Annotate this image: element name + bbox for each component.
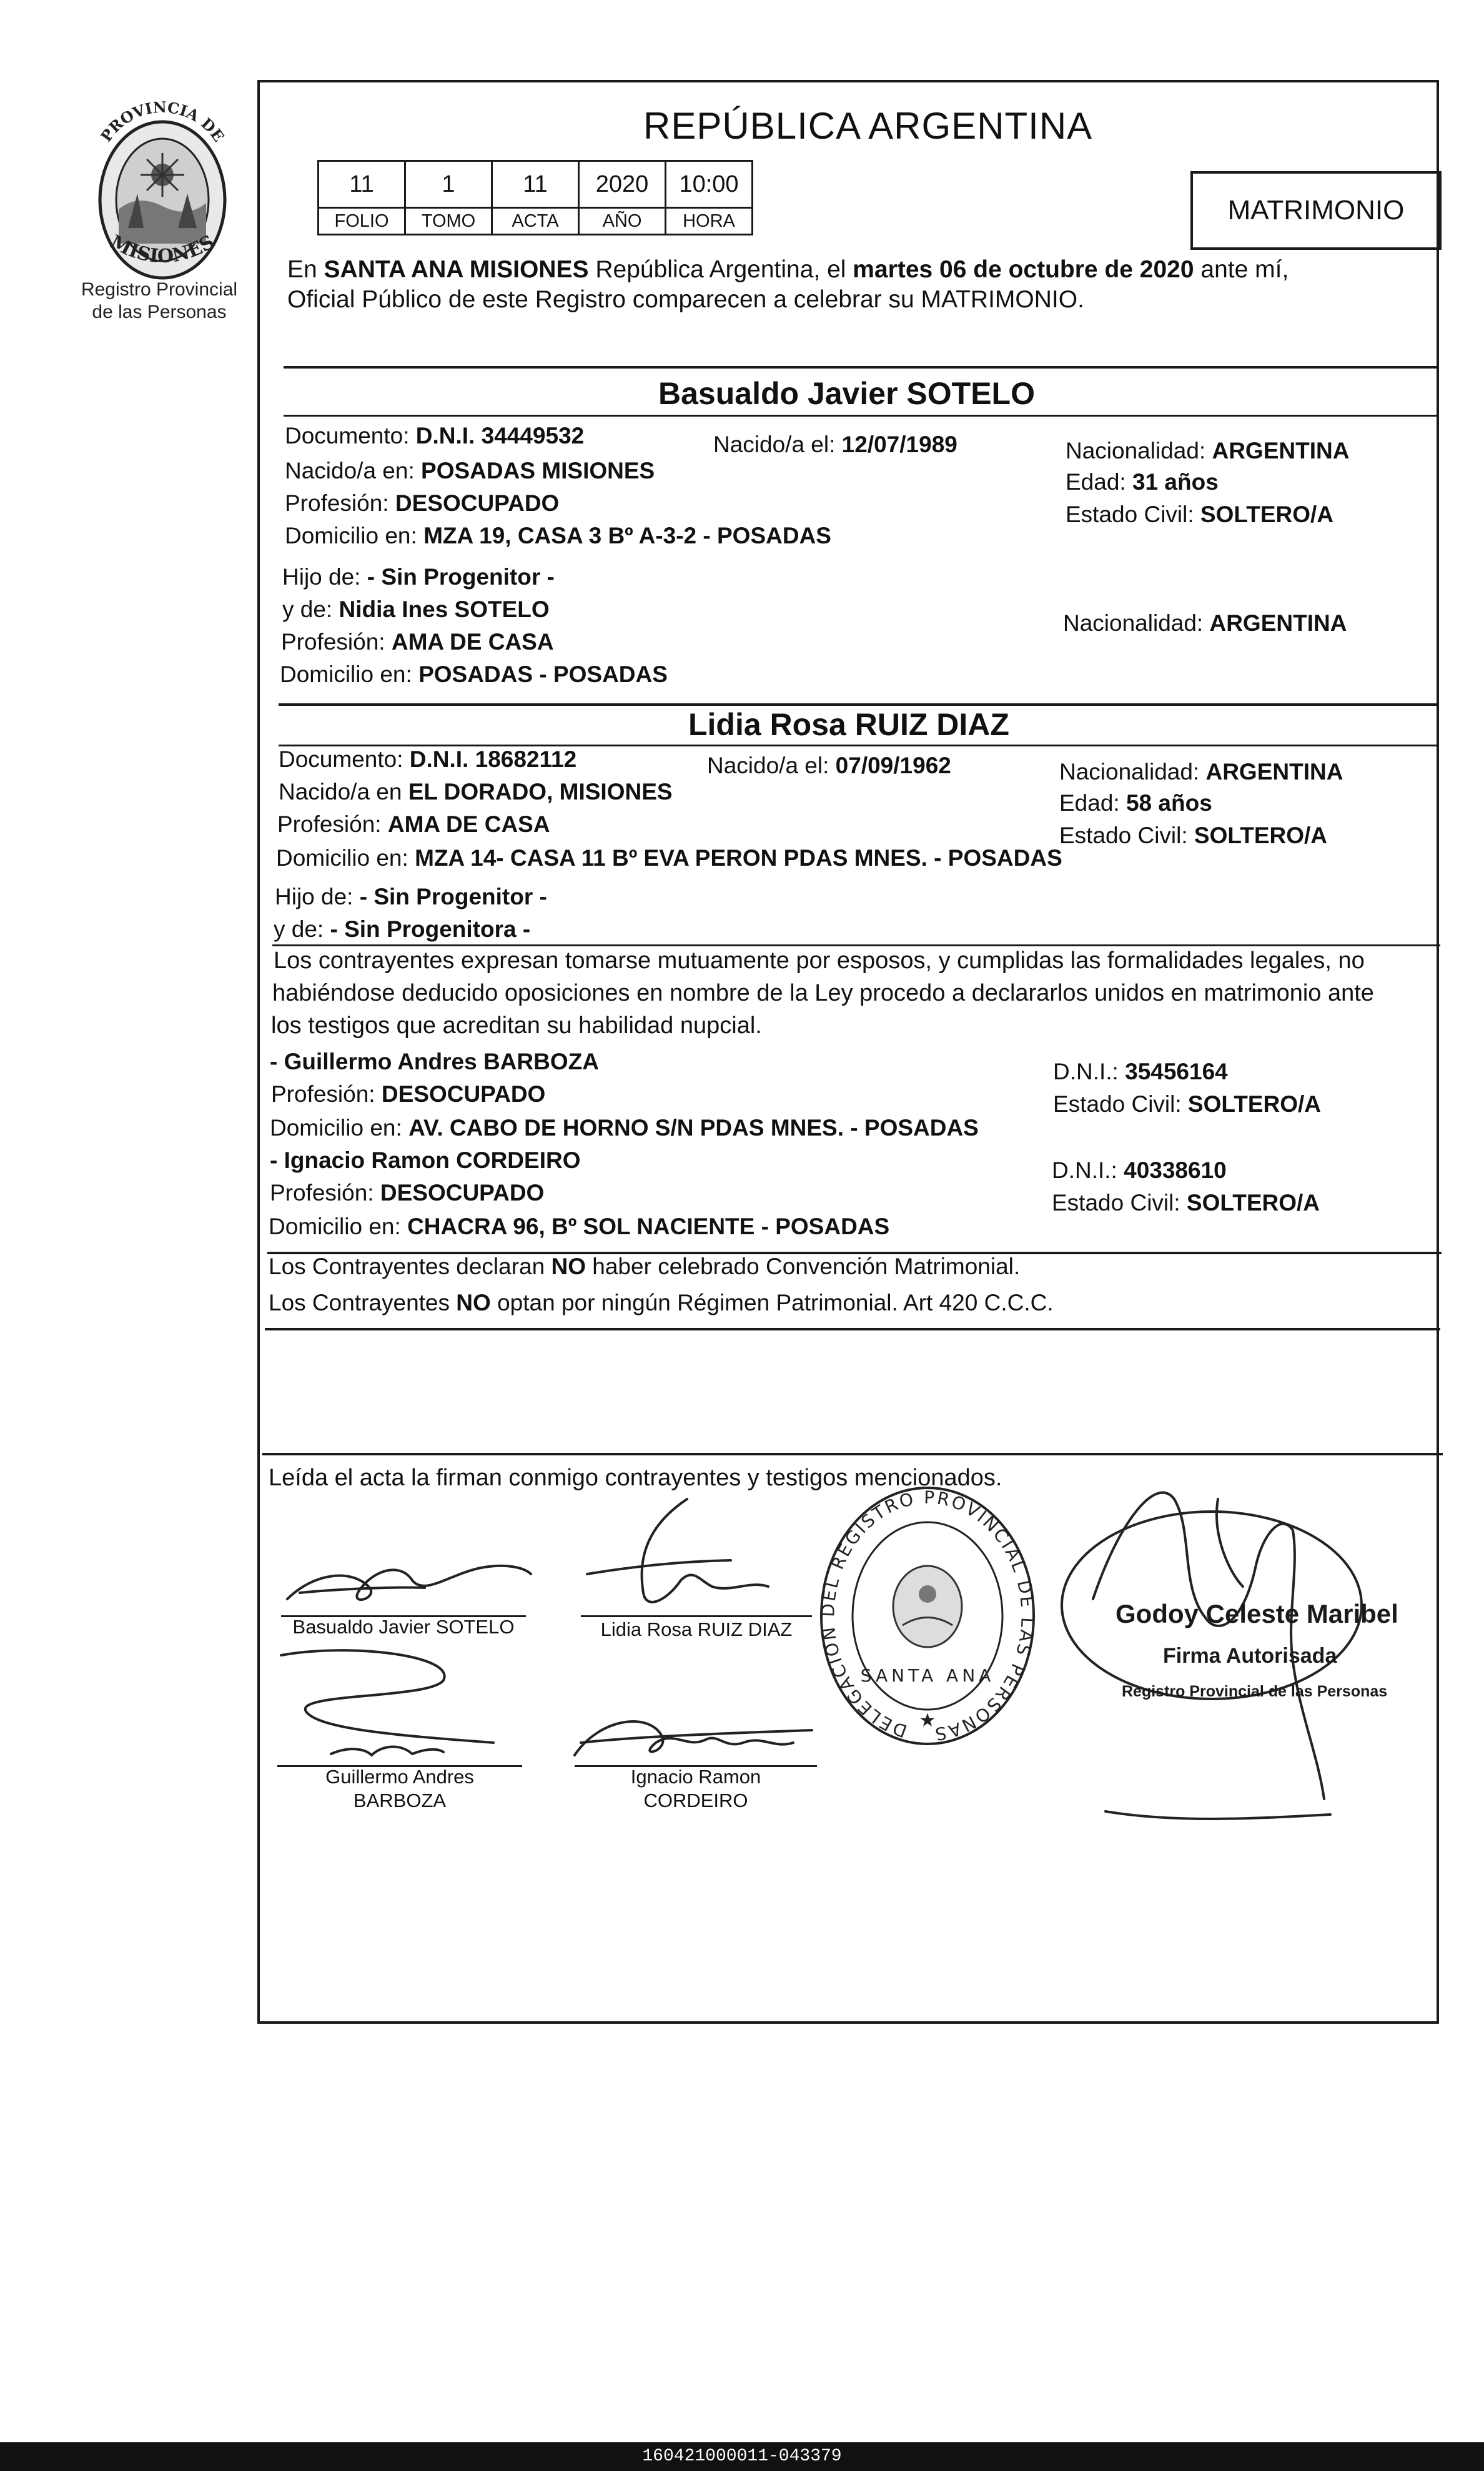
witness2-profession: Profesión: DESOCUPADO — [270, 1180, 545, 1206]
witness1-dni: D.N.I.: 35456164 — [1053, 1059, 1228, 1084]
spouse1-profession: Profesión: DESOCUPADO — [285, 490, 560, 516]
crest-label: Registro Provincial de las Personas — [81, 279, 238, 322]
witness1-signature — [256, 1643, 543, 1768]
spouse1-signature — [275, 1549, 537, 1618]
svg-text:PROVINCIA DE: PROVINCIA DE — [97, 100, 228, 146]
declaration-line-1: Los contrayentes expresan tomarse mutuamente por esposos, y cumplidas las formalidades legales, no — [274, 948, 1365, 974]
spouse2-profession: Profesión: AMA DE CASA — [277, 811, 550, 837]
year-label: AÑO — [579, 208, 666, 235]
time-value: 10:00 — [666, 161, 753, 208]
tomo-label: TOMO — [405, 208, 492, 235]
spouse1-birth-date: Nacido/a el: 12/07/1989 — [713, 432, 957, 457]
spouse2-birth-place: Nacido/a en EL DORADO, MISIONES — [279, 779, 673, 805]
spouse1-parent-nationality: Nacionalidad: ARGENTINA — [1063, 610, 1347, 636]
official-registry-stamp: Registro Provincial de las Personas — [1122, 1683, 1388, 1700]
record-type-box: MATRIMONIO — [1190, 171, 1442, 250]
svg-text:MISIONES: MISIONES — [106, 230, 219, 268]
province-crest — [75, 100, 250, 287]
divider — [265, 1328, 1440, 1330]
witness1-civil-status: Estado Civil: SOLTERO/A — [1053, 1091, 1322, 1117]
closing-statement: Leída el acta la firman conmigo contrayentes y testigos mencionados. — [269, 1465, 1002, 1491]
spouse2-signature — [575, 1487, 799, 1624]
spouse2-mother: y de: - Sin Progenitora - — [274, 916, 531, 942]
svg-text:DELEGACION DEL REGISTRO PROVIN: DELEGACION DEL REGISTRO PROVINCIAL DE LAS PERSONAS — [818, 1487, 1038, 1745]
spouse1-age: Edad: 31 años — [1066, 469, 1219, 495]
spouse2-nationality: Nacionalidad: ARGENTINA — [1059, 759, 1343, 785]
spouse1-signature-caption: Basualdo Javier SOTELO — [292, 1616, 515, 1638]
spouse2-name: Lidia Rosa RUIZ DIAZ — [688, 707, 1009, 742]
document-code-bar: 160421000011-043379 — [0, 2442, 1484, 2471]
spouse2-birth-date: Nacido/a el: 07/09/1962 — [707, 753, 951, 778]
folio-value: 11 — [319, 161, 405, 208]
year-value: 2020 — [579, 161, 666, 208]
folio-label: FOLIO — [319, 208, 405, 235]
acta-value: 11 — [492, 161, 579, 208]
spouse1-address: Domicilio en: MZA 19, CASA 3 Bº A-3-2 - POSADAS — [285, 523, 831, 548]
official-title-stamp: Firma Autorisada — [1163, 1644, 1337, 1668]
spouse1-birth-place: Nacido/a en: POSADAS MISIONES — [285, 458, 655, 483]
acta-label: ACTA — [492, 208, 579, 235]
svg-text:SANTA ANA: SANTA ANA — [860, 1665, 995, 1686]
official-name-stamp: Godoy Celeste Maribel — [1115, 1599, 1398, 1628]
svg-text:★: ★ — [919, 1710, 936, 1731]
divider — [284, 415, 1439, 417]
spouse2-age: Edad: 58 años — [1059, 790, 1212, 816]
spouse2-address: Domicilio en: MZA 14- CASA 11 Bº EVA PERON PDAS MNES. - POSADAS — [276, 845, 1062, 871]
record-number-grid — [317, 160, 753, 235]
regime-convention: Los Contrayentes declaran NO haber celebrado Convención Matrimonial. — [269, 1254, 1021, 1279]
witness2-address: Domicilio en: CHACRA 96, Bº SOL NACIENTE - POSADAS — [269, 1214, 890, 1239]
spouse1-parent-profession: Profesión: AMA DE CASA — [281, 629, 554, 655]
witness1-profession: Profesión: DESOCUPADO — [271, 1081, 546, 1107]
spouse1-mother: y de: Nidia Ines SOTELO — [282, 597, 550, 622]
witness2-signature-caption: Ignacio Ramon CORDEIRO — [630, 1766, 761, 1811]
witness2-name: - Ignacio Ramon CORDEIRO — [270, 1147, 581, 1173]
registry-seal — [812, 1482, 1043, 1756]
spouse2-civil-status: Estado Civil: SOLTERO/A — [1059, 823, 1328, 848]
spouse1-nationality: Nacionalidad: ARGENTINA — [1066, 438, 1350, 463]
regime-patrimonial: Los Contrayentes NO optan por ningún Régimen Patrimonial. Art 420 C.C.C. — [269, 1290, 1054, 1315]
spouse2-document: Documento: D.N.I. 18682112 — [279, 746, 577, 772]
document-title: REPÚBLICA ARGENTINA — [643, 105, 1093, 147]
spouse1-name: Basualdo Javier SOTELO — [658, 376, 1035, 411]
witness1-signature-caption: Guillermo Andres BARBOZA — [325, 1766, 474, 1811]
witness2-civil-status: Estado Civil: SOLTERO/A — [1052, 1190, 1320, 1216]
intro-line-1: En SANTA ANA MISIONES República Argentina, el martes 06 de octubre de 2020 ante mí, — [287, 256, 1289, 283]
witness1-address: Domicilio en: AV. CABO DE HORNO S/N PDAS MNES. - POSADAS — [270, 1115, 979, 1141]
spouse1-parent-address: Domicilio en: POSADAS - POSADAS — [280, 661, 668, 687]
declaration-line-3: los testigos que acreditan su habilidad nupcial. — [271, 1013, 762, 1039]
witness2-dni: D.N.I.: 40338610 — [1052, 1157, 1227, 1183]
divider — [284, 366, 1439, 369]
declaration-line-2: habiéndose deducido oposiciones en nombre de la Ley procedo a declararlos unidos en matrimonio ante — [272, 980, 1374, 1006]
witness1-name: - Guillermo Andres BARBOZA — [270, 1049, 599, 1074]
intro-line-2: Oficial Público de este Registro comparecen a celebrar su MATRIMONIO. — [287, 286, 1084, 313]
spouse2-signature-line — [581, 1615, 812, 1617]
spouse1-father: Hijo de: - Sin Progenitor - — [282, 564, 555, 590]
time-label: HORA — [666, 208, 753, 235]
spouse1-civil-status: Estado Civil: SOLTERO/A — [1066, 502, 1334, 527]
divider — [272, 944, 1440, 946]
spouse1-document: Documento: D.N.I. 34449532 — [285, 423, 585, 448]
tomo-value: 1 — [405, 161, 492, 208]
divider — [262, 1453, 1443, 1455]
witness2-signature — [562, 1705, 824, 1774]
spouse2-signature-caption: Lidia Rosa RUIZ DIAZ — [600, 1618, 793, 1640]
spouse2-father: Hijo de: - Sin Progenitor - — [275, 884, 547, 909]
